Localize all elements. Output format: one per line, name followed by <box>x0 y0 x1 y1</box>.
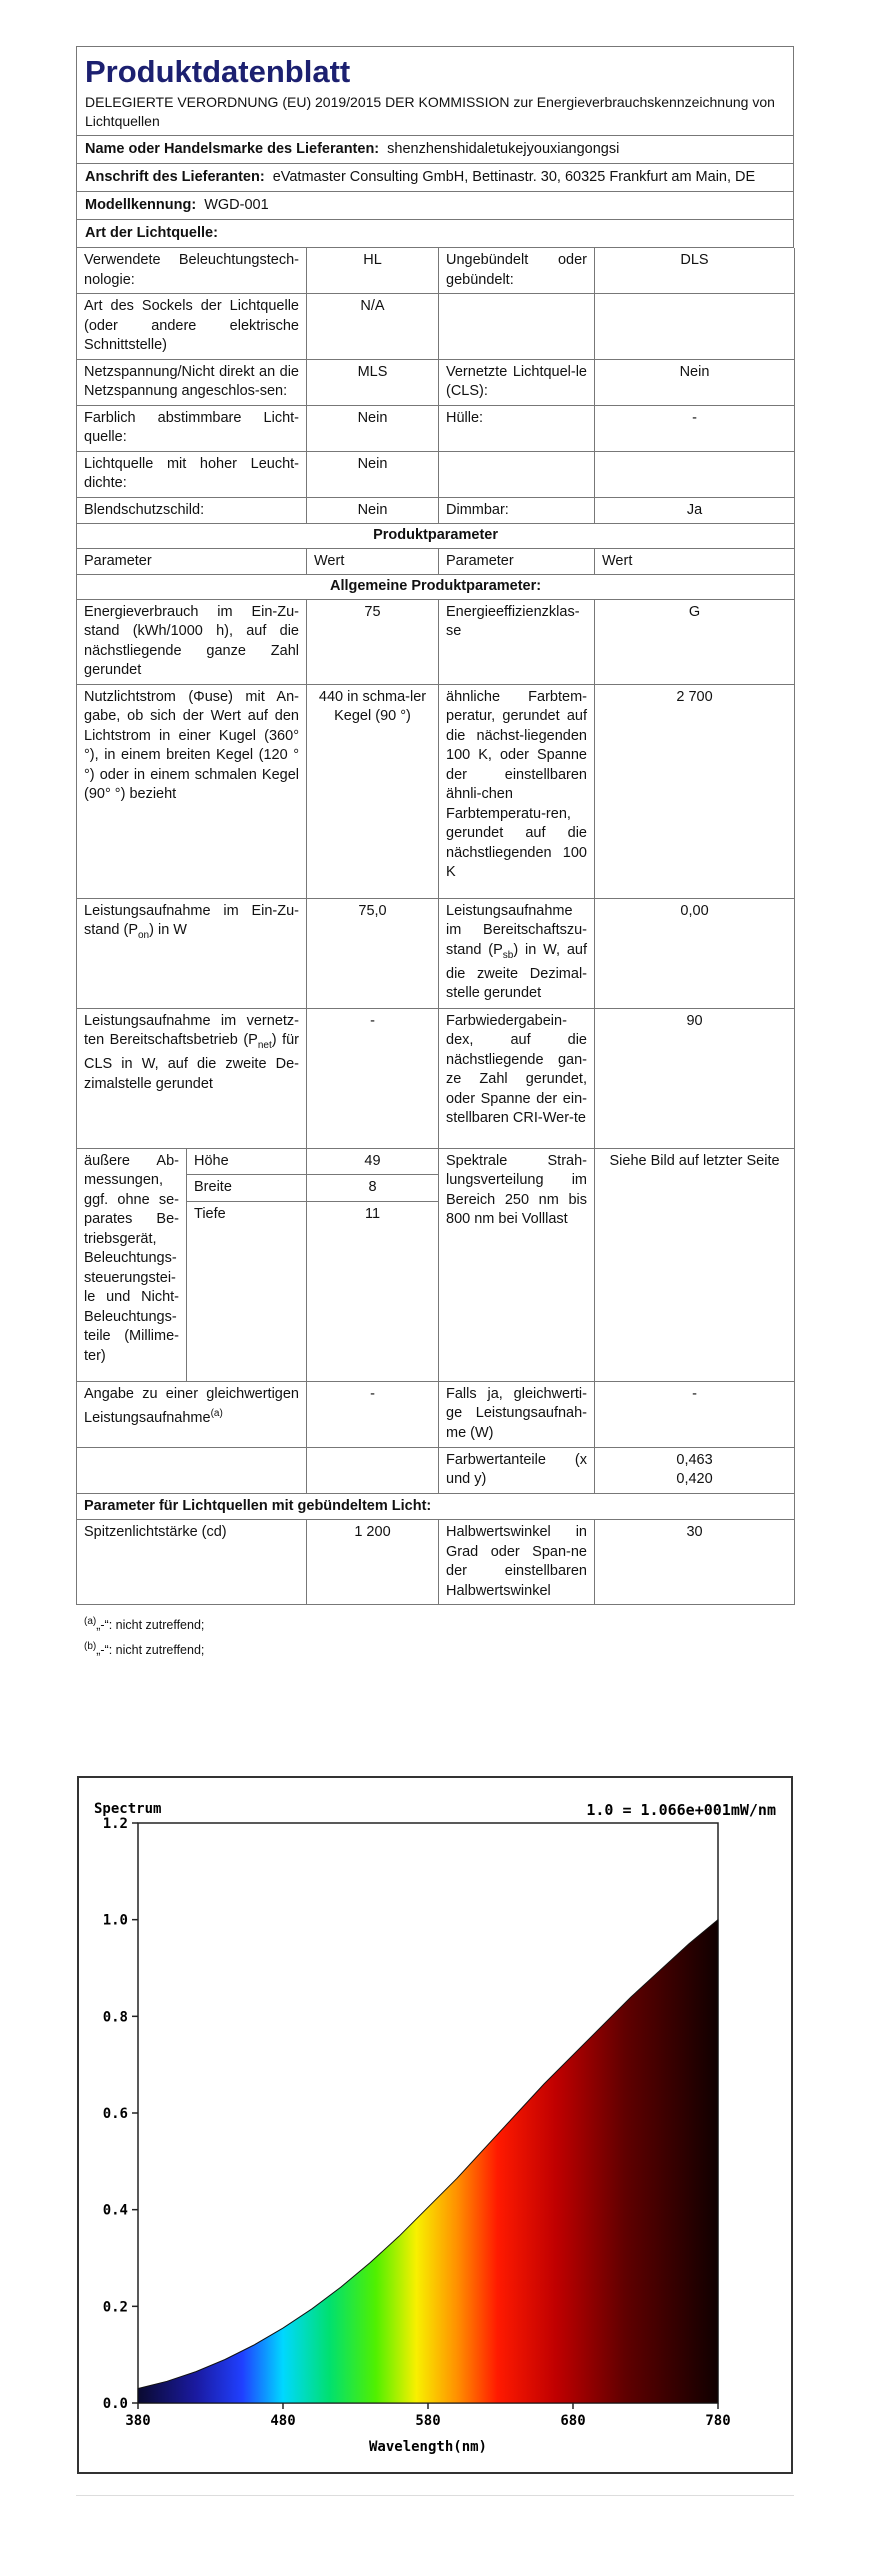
pnet-label <box>77 1008 307 1148</box>
light-source-v1: MLS <box>307 359 439 405</box>
supplier-address-value: eVatmaster Consulting GmbH, Bettinastr. 30, 60325 Frankfurt am Main, DE <box>272 169 756 185</box>
chart-annotation: 1.0 = 1.066e+001mW/nm <box>586 1801 776 1819</box>
y-tick-label: 1.2 <box>102 1816 128 1832</box>
light-source-l1: Netzspannung/Nicht direkt an die Netzspannung angeschlos-sen: <box>77 359 307 405</box>
dims-name-0: Höhe <box>187 1148 307 1175</box>
bottom-divider <box>76 2495 794 2496</box>
psb-label <box>439 898 595 1008</box>
equiv-label <box>77 1381 307 1447</box>
light-source-row <box>77 405 795 451</box>
x-tick-label: 580 <box>415 2413 441 2429</box>
supplier-address-label: Anschrift des Lieferanten: <box>85 169 265 185</box>
dims-name-1: Breite <box>187 1175 307 1202</box>
dims-value-1: 8 <box>307 1175 439 1202</box>
energy-row <box>77 599 795 684</box>
cri-label: Farbwiedergabein-dex, auf die nächstliegende gan-ze Zahl gerundet, oder Spanne der ein-stellbaren CRI-Wer-te <box>439 1008 595 1148</box>
light-source-rows <box>77 248 795 524</box>
light-source-l1: Farblich abstimmbare Licht-quelle: <box>77 405 307 451</box>
equiv-value: - <box>307 1381 439 1447</box>
dims-value-0: 49 <box>307 1148 439 1175</box>
supplier-address-row <box>76 164 794 192</box>
peak-label: Spitzenlichtstärke (cd) <box>77 1520 307 1605</box>
cct-value: 2 700 <box>595 684 795 898</box>
light-source-v2: DLS <box>595 248 795 294</box>
pnet-row <box>77 1008 795 1148</box>
footnote-a-text: „-“: nicht zutreffend; <box>96 1618 205 1633</box>
light-source-row <box>77 248 795 294</box>
chroma-x: 0,463 <box>676 1451 713 1468</box>
psb-label-sub: sb <box>502 949 514 961</box>
pnet-value: - <box>307 1008 439 1148</box>
light-source-row <box>77 451 795 497</box>
light-source-l1: Verwendete Beleuchtungstech-nologie: <box>77 248 307 294</box>
pnet-label-sub: net <box>257 1039 272 1051</box>
light-source-v1: N/A <box>307 294 439 360</box>
peak-value: 1 200 <box>307 1520 439 1605</box>
light-source-l2: Dimmbar: <box>439 497 595 524</box>
pon-value: 75,0 <box>307 898 439 1008</box>
pnet-label-a: Leistungsaufnahme im vernetz-ten Bereitschaftsbetrieb (P <box>84 1012 299 1048</box>
pon-label-a: Leistungsaufnahme im Ein-Zu-stand (P <box>84 902 299 938</box>
col-value-2: Wert <box>595 548 795 575</box>
model-value: WGD-001 <box>204 197 269 213</box>
light-source-row <box>77 497 795 524</box>
psb-label-a: Leistungsaufnahme im Bereitschaftszu-stand (P <box>446 902 587 958</box>
psb-label-b: ) in W, auf die zweite Dezimal-stelle gerundet <box>446 941 587 1002</box>
col-param-1: Parameter <box>77 548 307 575</box>
y-tick-label: 0.2 <box>102 2299 128 2316</box>
y-tick-label: 0.4 <box>102 2202 128 2219</box>
flux-row <box>77 684 795 898</box>
light-source-v1: HL <box>307 248 439 294</box>
cri-value: 90 <box>595 1008 795 1148</box>
supplier-name-row <box>76 136 794 164</box>
datasheet <box>76 46 794 1661</box>
energy-label: Energieverbrauch im Ein-Zu-stand (kWh/1000 h), auf die nächstliegende ganze Zahl gerundet <box>77 599 307 684</box>
light-source-l2 <box>439 451 595 497</box>
directional-heading: Parameter für Lichtquellen mit gebündeltem Licht: <box>77 1493 795 1520</box>
directional-heading-row <box>77 1493 795 1520</box>
light-source-l1: Art des Sockels der Lichtquelle (oder andere elektrische Schnittstelle) <box>77 294 307 360</box>
model-row <box>76 192 794 220</box>
energy-value: 75 <box>307 599 439 684</box>
y-tick-label: 0.0 <box>102 2396 128 2412</box>
energy-class-label: Energieeffizienzklas-se <box>439 599 595 684</box>
pon-label-sub: on <box>138 929 150 941</box>
light-source-v2 <box>595 294 795 360</box>
y-tick-label: 1.0 <box>102 1912 128 1929</box>
model-label: Modellkennung: <box>85 197 197 213</box>
peak-row <box>77 1520 795 1605</box>
chart-title: Spectrum <box>94 1801 162 1817</box>
y-tick-label: 0.8 <box>102 2009 128 2026</box>
chroma-value <box>595 1447 795 1493</box>
chroma-row <box>77 1447 795 1493</box>
dims-name-2: Tiefe <box>187 1201 307 1381</box>
dims-row-1 <box>77 1148 795 1175</box>
light-source-v2: Nein <box>595 359 795 405</box>
light-source-v1: Nein <box>307 451 439 497</box>
equiv-w-label: Falls ja, gleichwerti-ge Leistungsaufnah-me (W) <box>439 1381 595 1447</box>
footnote-b-mark: (b) <box>84 1641 97 1653</box>
general-heading-row <box>77 575 795 600</box>
spectrum-chart <box>76 1775 794 2475</box>
equiv-label-sup: (a) <box>210 1408 223 1419</box>
flux-value: 440 in schma-ler Kegel (90 °) <box>307 684 439 898</box>
light-source-l2: Vernetzte Lichtquel-le (CLS): <box>439 359 595 405</box>
light-source-type-label: Art der Lichtquelle: <box>85 225 218 241</box>
title-block <box>76 46 794 136</box>
beam-angle-label: Halbwertswinkel in Grad oder Span-ne der einstellbaren Halbwertswinkel <box>439 1520 595 1605</box>
product-params-heading: Produktparameter <box>77 524 795 549</box>
light-source-l1: Lichtquelle mit hoher Leucht-dichte: <box>77 451 307 497</box>
x-tick-label: 380 <box>125 2413 151 2429</box>
pon-label <box>77 898 307 1008</box>
cct-label: ähnliche Farbtem-peratur, gerundet auf die nächst-liegenden 100 K, oder Spanne der einstellbaren ähnli-chen Farbtemperatu-ren, gerundet auf die nächstliegenden 100 K <box>439 684 595 898</box>
beam-angle-value: 30 <box>595 1520 795 1605</box>
equiv-label-a: Angabe zu einer gleichwertigen Leistungsaufnahme <box>84 1385 299 1426</box>
spectrum-value: Siehe Bild auf letzter Seite <box>595 1148 795 1381</box>
spectrum-label: Spektrale Strah-lungsverteilung im Bereich 250 nm bis 800 nm bei Volllast <box>439 1148 595 1381</box>
equiv-row <box>77 1381 795 1447</box>
x-tick-label: 480 <box>270 2413 296 2429</box>
footnote-a <box>84 1611 794 1636</box>
light-source-row <box>77 359 795 405</box>
x-tick-label: 680 <box>560 2413 586 2429</box>
light-source-l2: Ungebündelt oder gebündelt: <box>439 248 595 294</box>
dims-label: äußere Ab-messungen, ggf. ohne se-parates Be-triebsgerät, Beleuchtungs-steuerungstei-le und Nicht-Beleuchtungs-teile (Millime-ter) <box>77 1148 187 1381</box>
light-source-l1: Blendschutzschild: <box>77 497 307 524</box>
energy-class-value: G <box>595 599 795 684</box>
x-axis-label: Wavelength(nm) <box>368 2439 488 2455</box>
light-source-table <box>76 248 795 524</box>
light-source-v2: Ja <box>595 497 795 524</box>
chroma-empty-1 <box>77 1447 307 1493</box>
chroma-y: 0,420 <box>676 1471 713 1487</box>
light-source-v1: Nein <box>307 497 439 524</box>
pon-label-b: ) in W <box>149 922 187 938</box>
light-source-v1: Nein <box>307 405 439 451</box>
light-source-row <box>77 294 795 360</box>
pnet-label-b: ) für CLS in W, auf die zweite De-zimalstelle gerundet <box>84 1032 299 1092</box>
page-title: Produktdatenblatt <box>85 54 351 89</box>
footnote-b-text: „-“: nicht zutreffend; <box>96 1643 205 1658</box>
general-params-heading: Allgemeine Produktparameter: <box>77 575 795 600</box>
supplier-name-value: shenzhenshidaletukejyouxiangongsi <box>387 141 620 157</box>
y-tick-label: 0.6 <box>102 2106 128 2122</box>
light-source-l2 <box>439 294 595 360</box>
footnote-b <box>84 1636 794 1661</box>
flux-label: Nutzlichtstrom (Φuse) mit An-gabe, ob sich der Wert auf den Lichtstrom in einer Kugel (360° °), in einem breiten Kegel (120 °°) oder in einem schmalen Kegel (90° °) bezieht <box>77 684 307 898</box>
dims-value-2: 11 <box>307 1201 439 1381</box>
light-source-l2: Hülle: <box>439 405 595 451</box>
footnotes <box>76 1611 794 1661</box>
pon-row <box>77 898 795 1008</box>
chroma-empty-2 <box>307 1447 439 1493</box>
chroma-label: Farbwertanteile (x und y) <box>439 1447 595 1493</box>
product-params-table <box>76 523 795 1605</box>
x-tick-label: 780 <box>705 2413 731 2429</box>
col-value-1: Wert <box>307 548 439 575</box>
column-header-row <box>77 548 795 575</box>
col-param-2: Parameter <box>439 548 595 575</box>
light-source-v2 <box>595 451 795 497</box>
spectrum-svg <box>76 1775 794 2475</box>
light-source-type-heading <box>76 220 794 248</box>
light-source-v2: - <box>595 405 795 451</box>
supplier-name-label: Name oder Handelsmarke des Lieferanten: <box>85 141 380 157</box>
regulation-text: DELEGIERTE VERORDNUNG (EU) 2019/2015 DER KOMMISSION zur Energieverbrauchskennzeichnung von Lichtquellen <box>85 94 775 129</box>
equiv-w-value: - <box>595 1381 795 1447</box>
product-params-heading-row <box>77 524 795 549</box>
footnote-a-mark: (a) <box>84 1616 97 1627</box>
psb-value: 0,00 <box>595 898 795 1008</box>
